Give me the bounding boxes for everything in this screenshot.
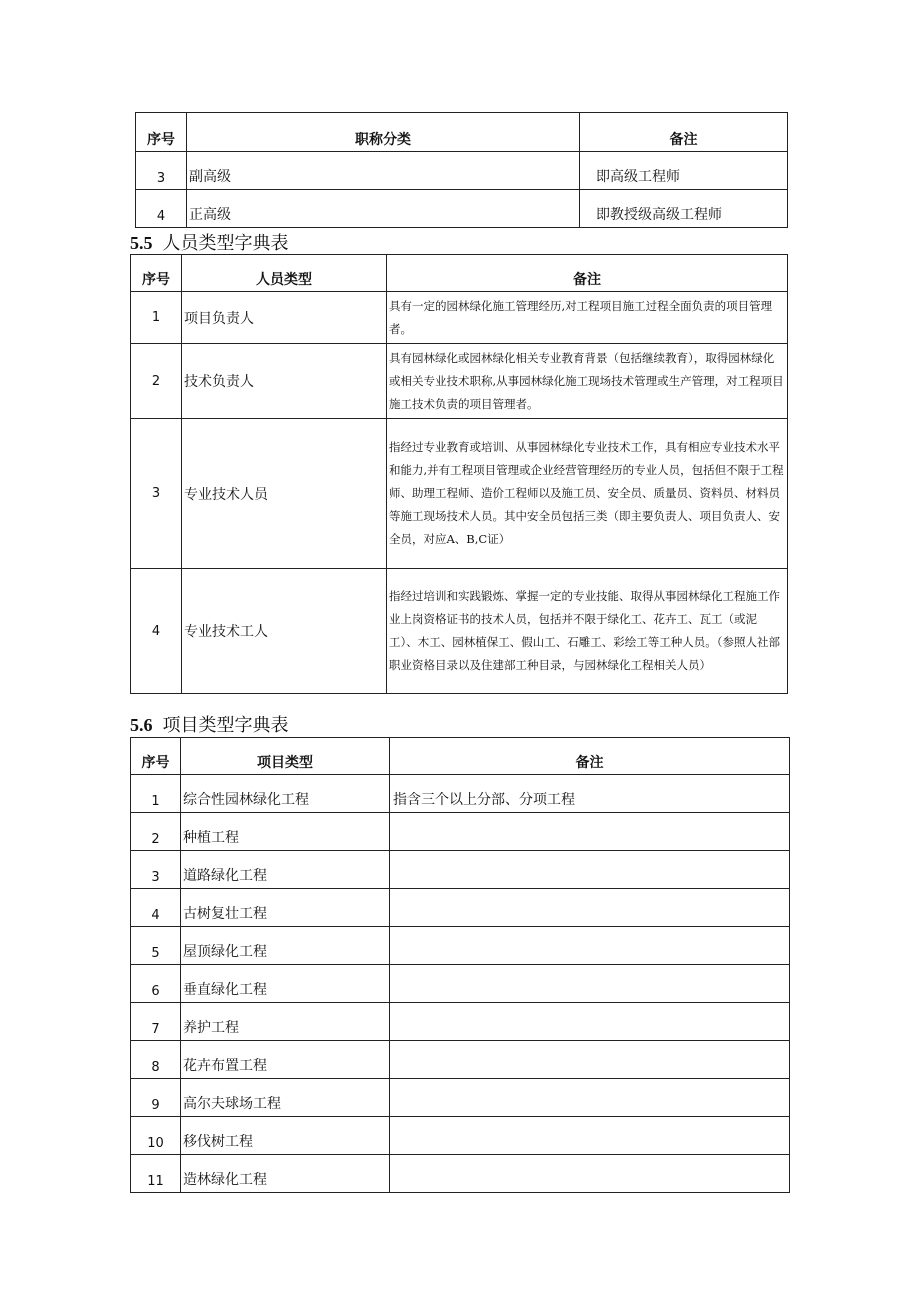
personnel-type-table xyxy=(130,254,788,694)
section-title: 项目类型字典表 xyxy=(162,715,289,736)
section-number: 5.6 xyxy=(130,715,153,735)
row-no: 8 xyxy=(131,1041,181,1079)
section-number: 5.5 xyxy=(130,233,153,253)
row-name: 综合性园林绿化工程 xyxy=(181,775,390,813)
table-row xyxy=(131,344,788,419)
row-name: 垂直绿化工程 xyxy=(181,965,390,1003)
table-row xyxy=(131,889,790,927)
row-name: 专业技术人员 xyxy=(182,419,387,569)
table-row xyxy=(131,569,788,694)
row-no: 7 xyxy=(131,1003,181,1041)
table-row xyxy=(131,1003,790,1041)
row-no: 2 xyxy=(131,344,182,419)
table-row xyxy=(131,1079,790,1117)
row-note: 指经过专业教育或培训、从事园林绿化专业技术工作，具有相应专业技术水平和能力,并有工程项目管理或企业经营管理经历的专业人员，包括但不限于工程师、助理工程师、造价工程师以及施工员、安全员、质量员、资料员、材料员等施工现场技术人员。其中安全员包括三类（即主要负责人、项目负责人、安全员，对应A、B,C证） xyxy=(387,419,788,569)
job-title-table xyxy=(135,112,788,228)
row-name: 项目负责人 xyxy=(182,292,387,344)
table-header-row xyxy=(136,113,788,152)
header-no: 序号 xyxy=(131,255,182,292)
row-note xyxy=(390,1117,790,1155)
row-name: 道路绿化工程 xyxy=(181,851,390,889)
table-row xyxy=(131,292,788,344)
table-header-row xyxy=(131,738,790,775)
table-row xyxy=(131,965,790,1003)
row-no: 10 xyxy=(131,1117,181,1155)
table-row xyxy=(136,152,788,190)
header-no: 序号 xyxy=(131,738,181,775)
row-no: 6 xyxy=(131,965,181,1003)
header-note: 备注 xyxy=(387,255,788,292)
row-name: 屋顶绿化工程 xyxy=(181,927,390,965)
row-note xyxy=(390,1041,790,1079)
row-name: 造林绿化工程 xyxy=(181,1155,390,1193)
row-name: 养护工程 xyxy=(181,1003,390,1041)
row-name: 专业技术工人 xyxy=(182,569,387,694)
row-no: 1 xyxy=(131,775,181,813)
row-note xyxy=(390,1079,790,1117)
project-type-table xyxy=(130,737,790,1193)
table-row xyxy=(131,419,788,569)
header-no: 序号 xyxy=(136,113,187,152)
row-no: 11 xyxy=(131,1155,181,1193)
row-name: 正高级 xyxy=(187,190,580,228)
row-no: 5 xyxy=(131,927,181,965)
row-note: 即高级工程师 xyxy=(580,152,788,190)
row-no: 3 xyxy=(131,851,181,889)
table-row xyxy=(131,1041,790,1079)
row-name: 高尔夫球场工程 xyxy=(181,1079,390,1117)
row-note xyxy=(390,965,790,1003)
row-name: 副高级 xyxy=(187,152,580,190)
section-title: 人员类型字典表 xyxy=(162,233,289,254)
row-no: 4 xyxy=(131,569,182,694)
row-no: 3 xyxy=(136,152,187,190)
table-row xyxy=(131,1117,790,1155)
row-note xyxy=(390,927,790,965)
header-note: 备注 xyxy=(390,738,790,775)
table-row xyxy=(131,1155,790,1193)
header-note: 备注 xyxy=(580,113,788,152)
row-no: 4 xyxy=(131,889,181,927)
row-note xyxy=(390,1155,790,1193)
row-note xyxy=(390,1003,790,1041)
table-header-row xyxy=(131,255,788,292)
row-no: 1 xyxy=(131,292,182,344)
table-row xyxy=(131,775,790,813)
row-note xyxy=(390,813,790,851)
row-name: 古树复壮工程 xyxy=(181,889,390,927)
row-note xyxy=(390,889,790,927)
section-heading-personnel xyxy=(130,229,289,255)
header-project-type: 项目类型 xyxy=(181,738,390,775)
row-no: 2 xyxy=(131,813,181,851)
header-title-category: 职称分类 xyxy=(187,113,580,152)
row-note: 指经过培训和实践锻炼、掌握一定的专业技能、取得从事园林绿化工程施工作业上岗资格证书的技术人员，包括并不限于绿化工、花卉工、瓦工（或泥工）、木工、园林植保工、假山工、石雕工、彩绘工等工种人员。（参照人社部职业资格目录以及住建部工种目录，与园林绿化工程相关人员） xyxy=(387,569,788,694)
table-row xyxy=(131,851,790,889)
row-no: 3 xyxy=(131,419,182,569)
table-row xyxy=(136,190,788,228)
table-row xyxy=(131,813,790,851)
header-personnel-type: 人员类型 xyxy=(182,255,387,292)
row-name: 技术负责人 xyxy=(182,344,387,419)
row-name: 种植工程 xyxy=(181,813,390,851)
row-note: 即教授级高级工程师 xyxy=(580,190,788,228)
row-note: 具有一定的园林绿化施工管理经历,对工程项目施工过程全面负责的项目管理者。 xyxy=(387,292,788,344)
row-note: 具有园林绿化或园林绿化相关专业教育背景（包括继续教育），取得园林绿化或相关专业技术职称,从事园林绿化施工现场技术管理或生产管理，对工程项目施工技术负责的项目管理者。 xyxy=(387,344,788,419)
row-note: 指含三个以上分部、分项工程 xyxy=(390,775,790,813)
section-heading-project xyxy=(130,711,289,737)
row-name: 移伐树工程 xyxy=(181,1117,390,1155)
row-name: 花卉布置工程 xyxy=(181,1041,390,1079)
row-note xyxy=(390,851,790,889)
row-no: 9 xyxy=(131,1079,181,1117)
table-row xyxy=(131,927,790,965)
row-no: 4 xyxy=(136,190,187,228)
